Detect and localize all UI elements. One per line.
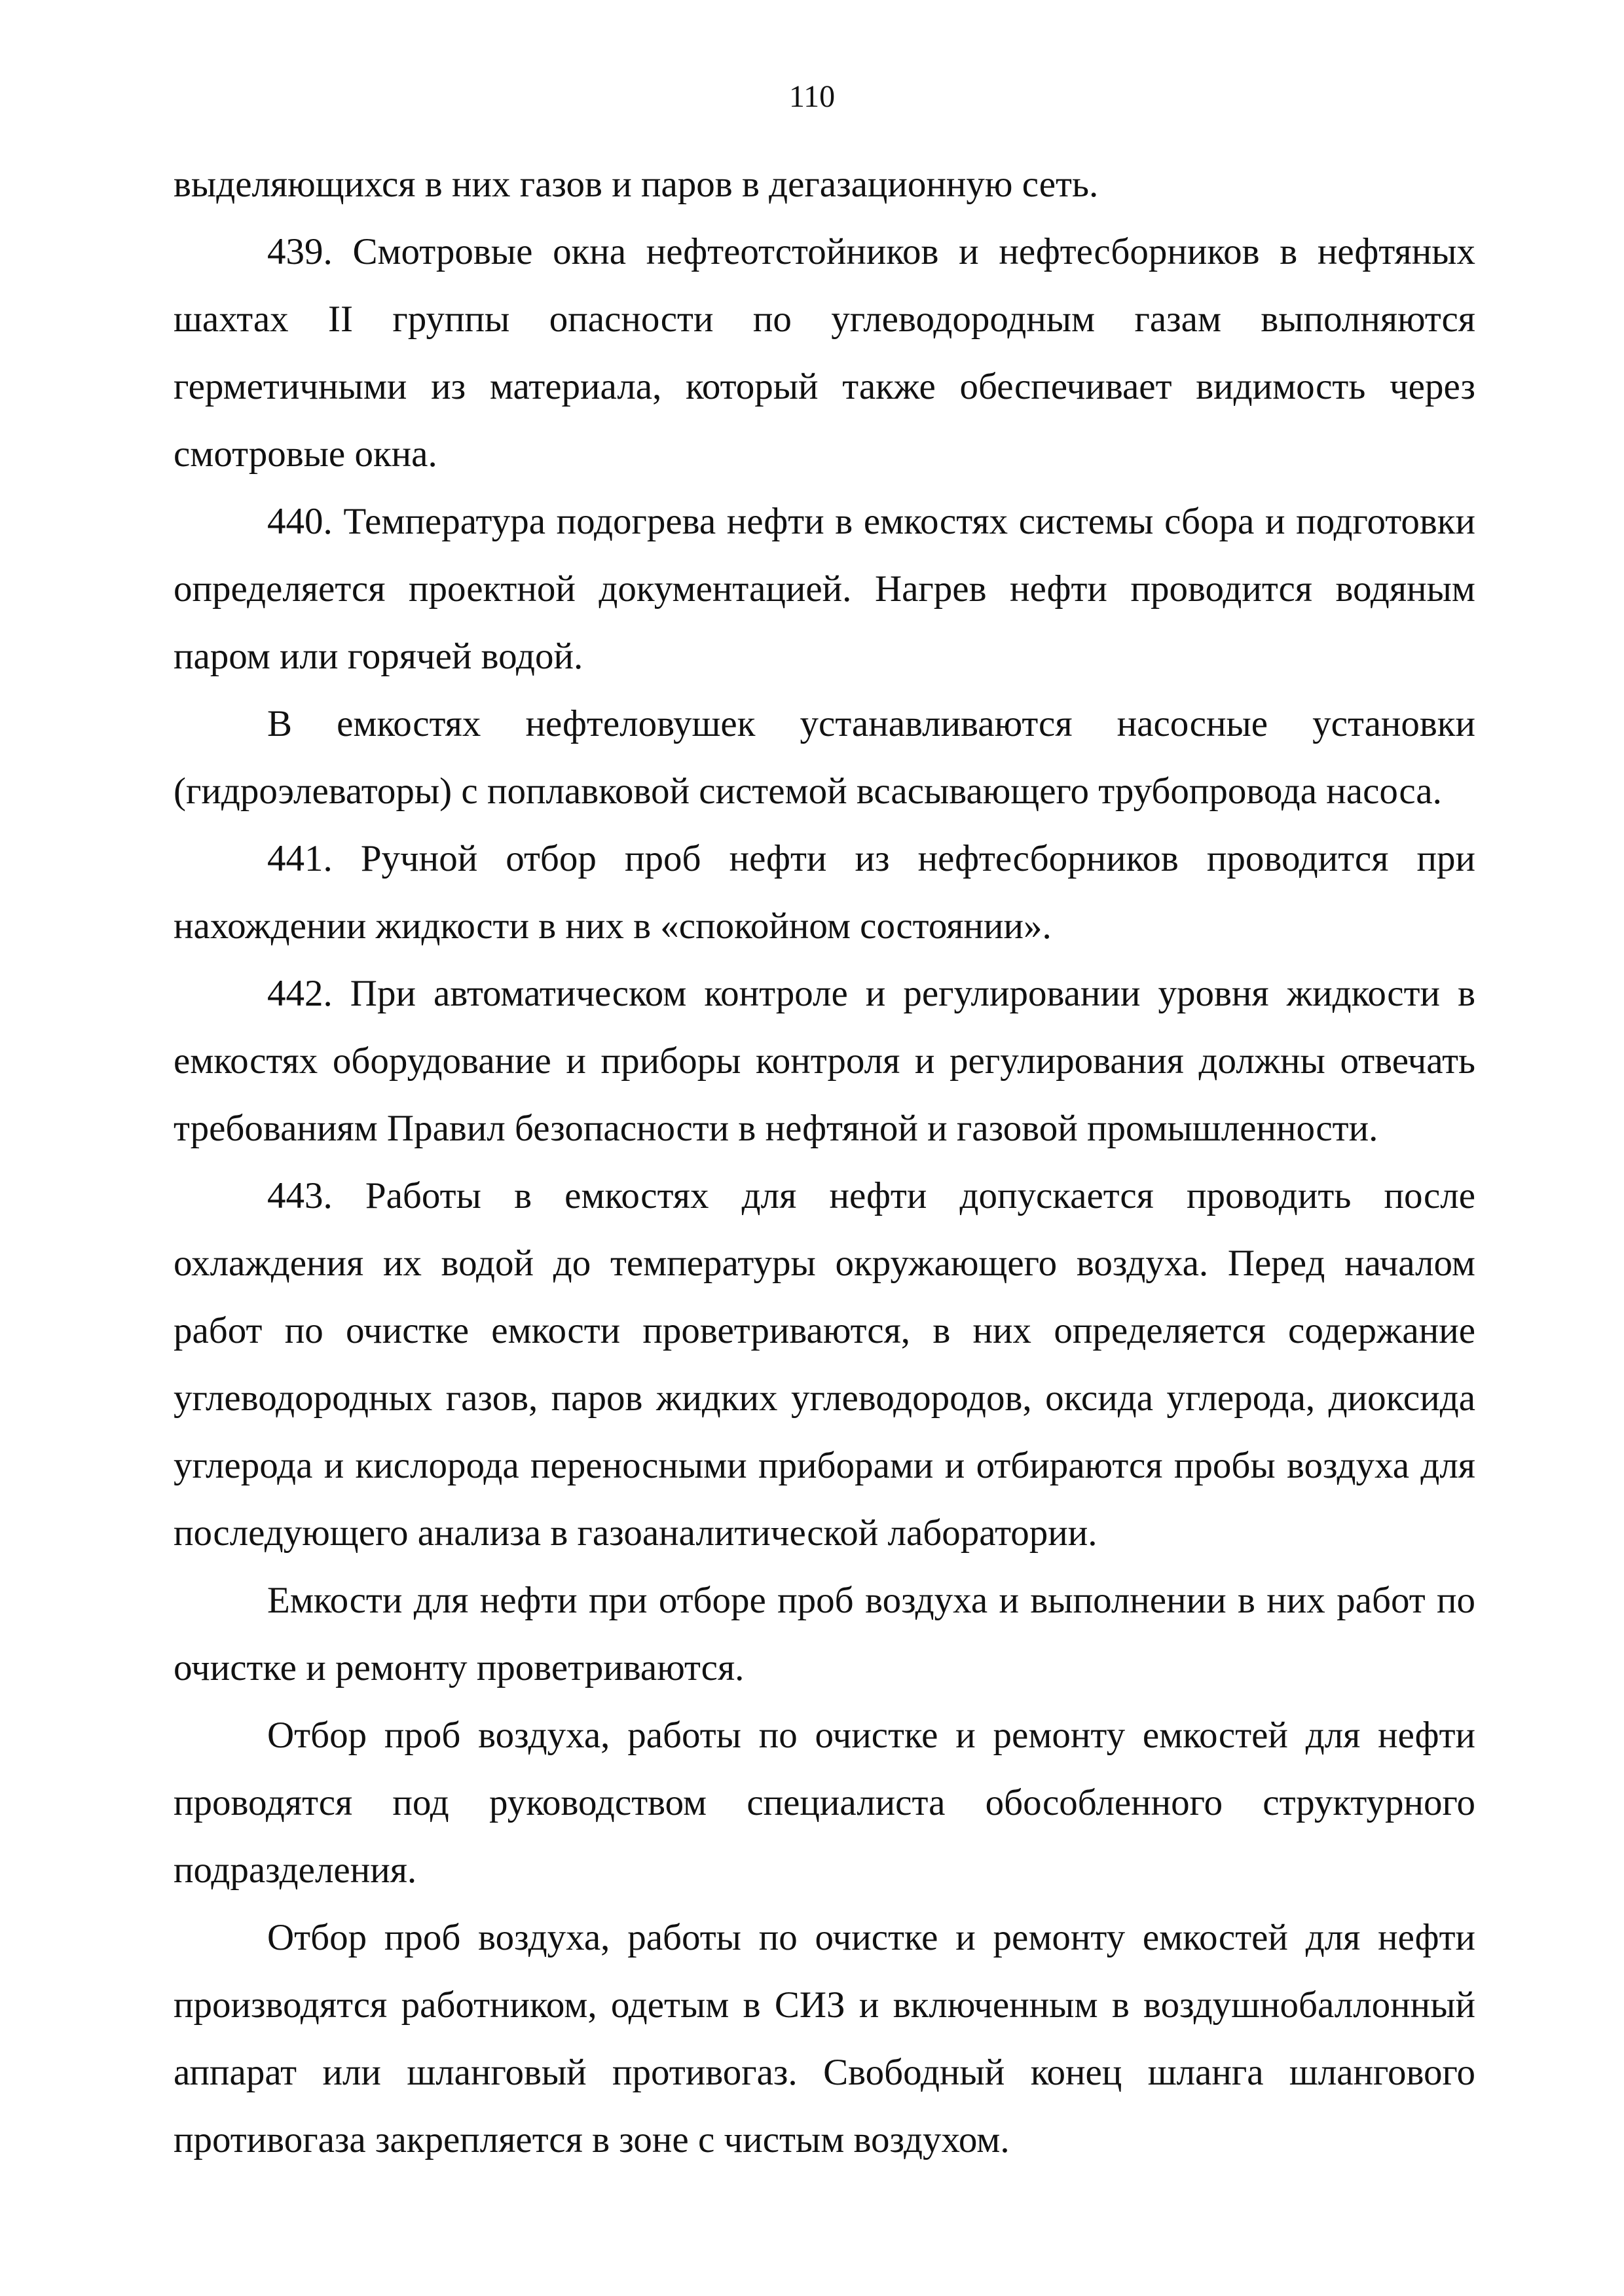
paragraph-443-supervision: Отбор проб воздуха, работы по очистке и ремонту емкостей для нефти проводятся под руководством специалиста обособленного структурного подразделения. bbox=[174, 1715, 1475, 1891]
paragraph-443-ppe: Отбор проб воздуха, работы по очистке и ремонту емкостей для нефти производятся работником, одетым в СИЗ и включенным в воздушнобаллонный аппарат или шланговый противогаз. Свободный конец шланга шлангового противогаза закрепляется в зоне с чистым воздухом. bbox=[174, 1917, 1475, 2160]
paragraph-439: 439. Смотровые окна нефтеотстойников и нефтесборников в нефтяных шахтах II группы опасности по углеводородным газам выполняются герметичными из материала, который также обеспечивает видимость через смотровые окна. bbox=[174, 231, 1475, 475]
paragraph-440: 440. Температура подогрева нефти в емкостях системы сбора и подготовки определяется проектной документацией. Нагрев нефти проводится водяным паром или горячей водой. bbox=[174, 501, 1475, 677]
paragraph-442: 442. При автоматическом контроле и регулировании уровня жидкости в емкостях оборудование и приборы контроля и регулирования должны отвечать требованиям Правил безопасности в нефтяной и газовой промышленности. bbox=[174, 973, 1475, 1149]
paragraph-441: 441. Ручной отбор проб нефти из нефтесборников проводится при нахождении жидкости в них в «спокойном состоянии». bbox=[174, 838, 1475, 947]
document-body bbox=[174, 151, 1475, 2174]
paragraph-continuation: выделяющихся в них газов и паров в дегазационную сеть. bbox=[174, 164, 1099, 205]
paragraph-443: 443. Работы в емкостях для нефти допускается проводить после охлаждения их водой до температуры окружающего воздуха. Перед началом работ по очистке емкости проветриваются, в них определяется содержание углеводородных газов, паров жидких углеводородов, оксида углерода, диоксида углерода и кислорода переносными приборами и отбираются пробы воздуха для последующего анализа в газоаналитической лаборатории. bbox=[174, 1175, 1475, 1554]
paragraph-440-oil-traps: В емкостях нефтеловушек устанавливаются насосные установки (гидроэлеваторы) с поплавковой системой всасывающего трубопровода насоса. bbox=[174, 703, 1475, 812]
page-number: 110 bbox=[788, 79, 836, 114]
paragraph-443-ventilation: Емкости для нефти при отборе проб воздуха и выполнении в них работ по очистке и ремонту проветриваются. bbox=[174, 1580, 1475, 1688]
